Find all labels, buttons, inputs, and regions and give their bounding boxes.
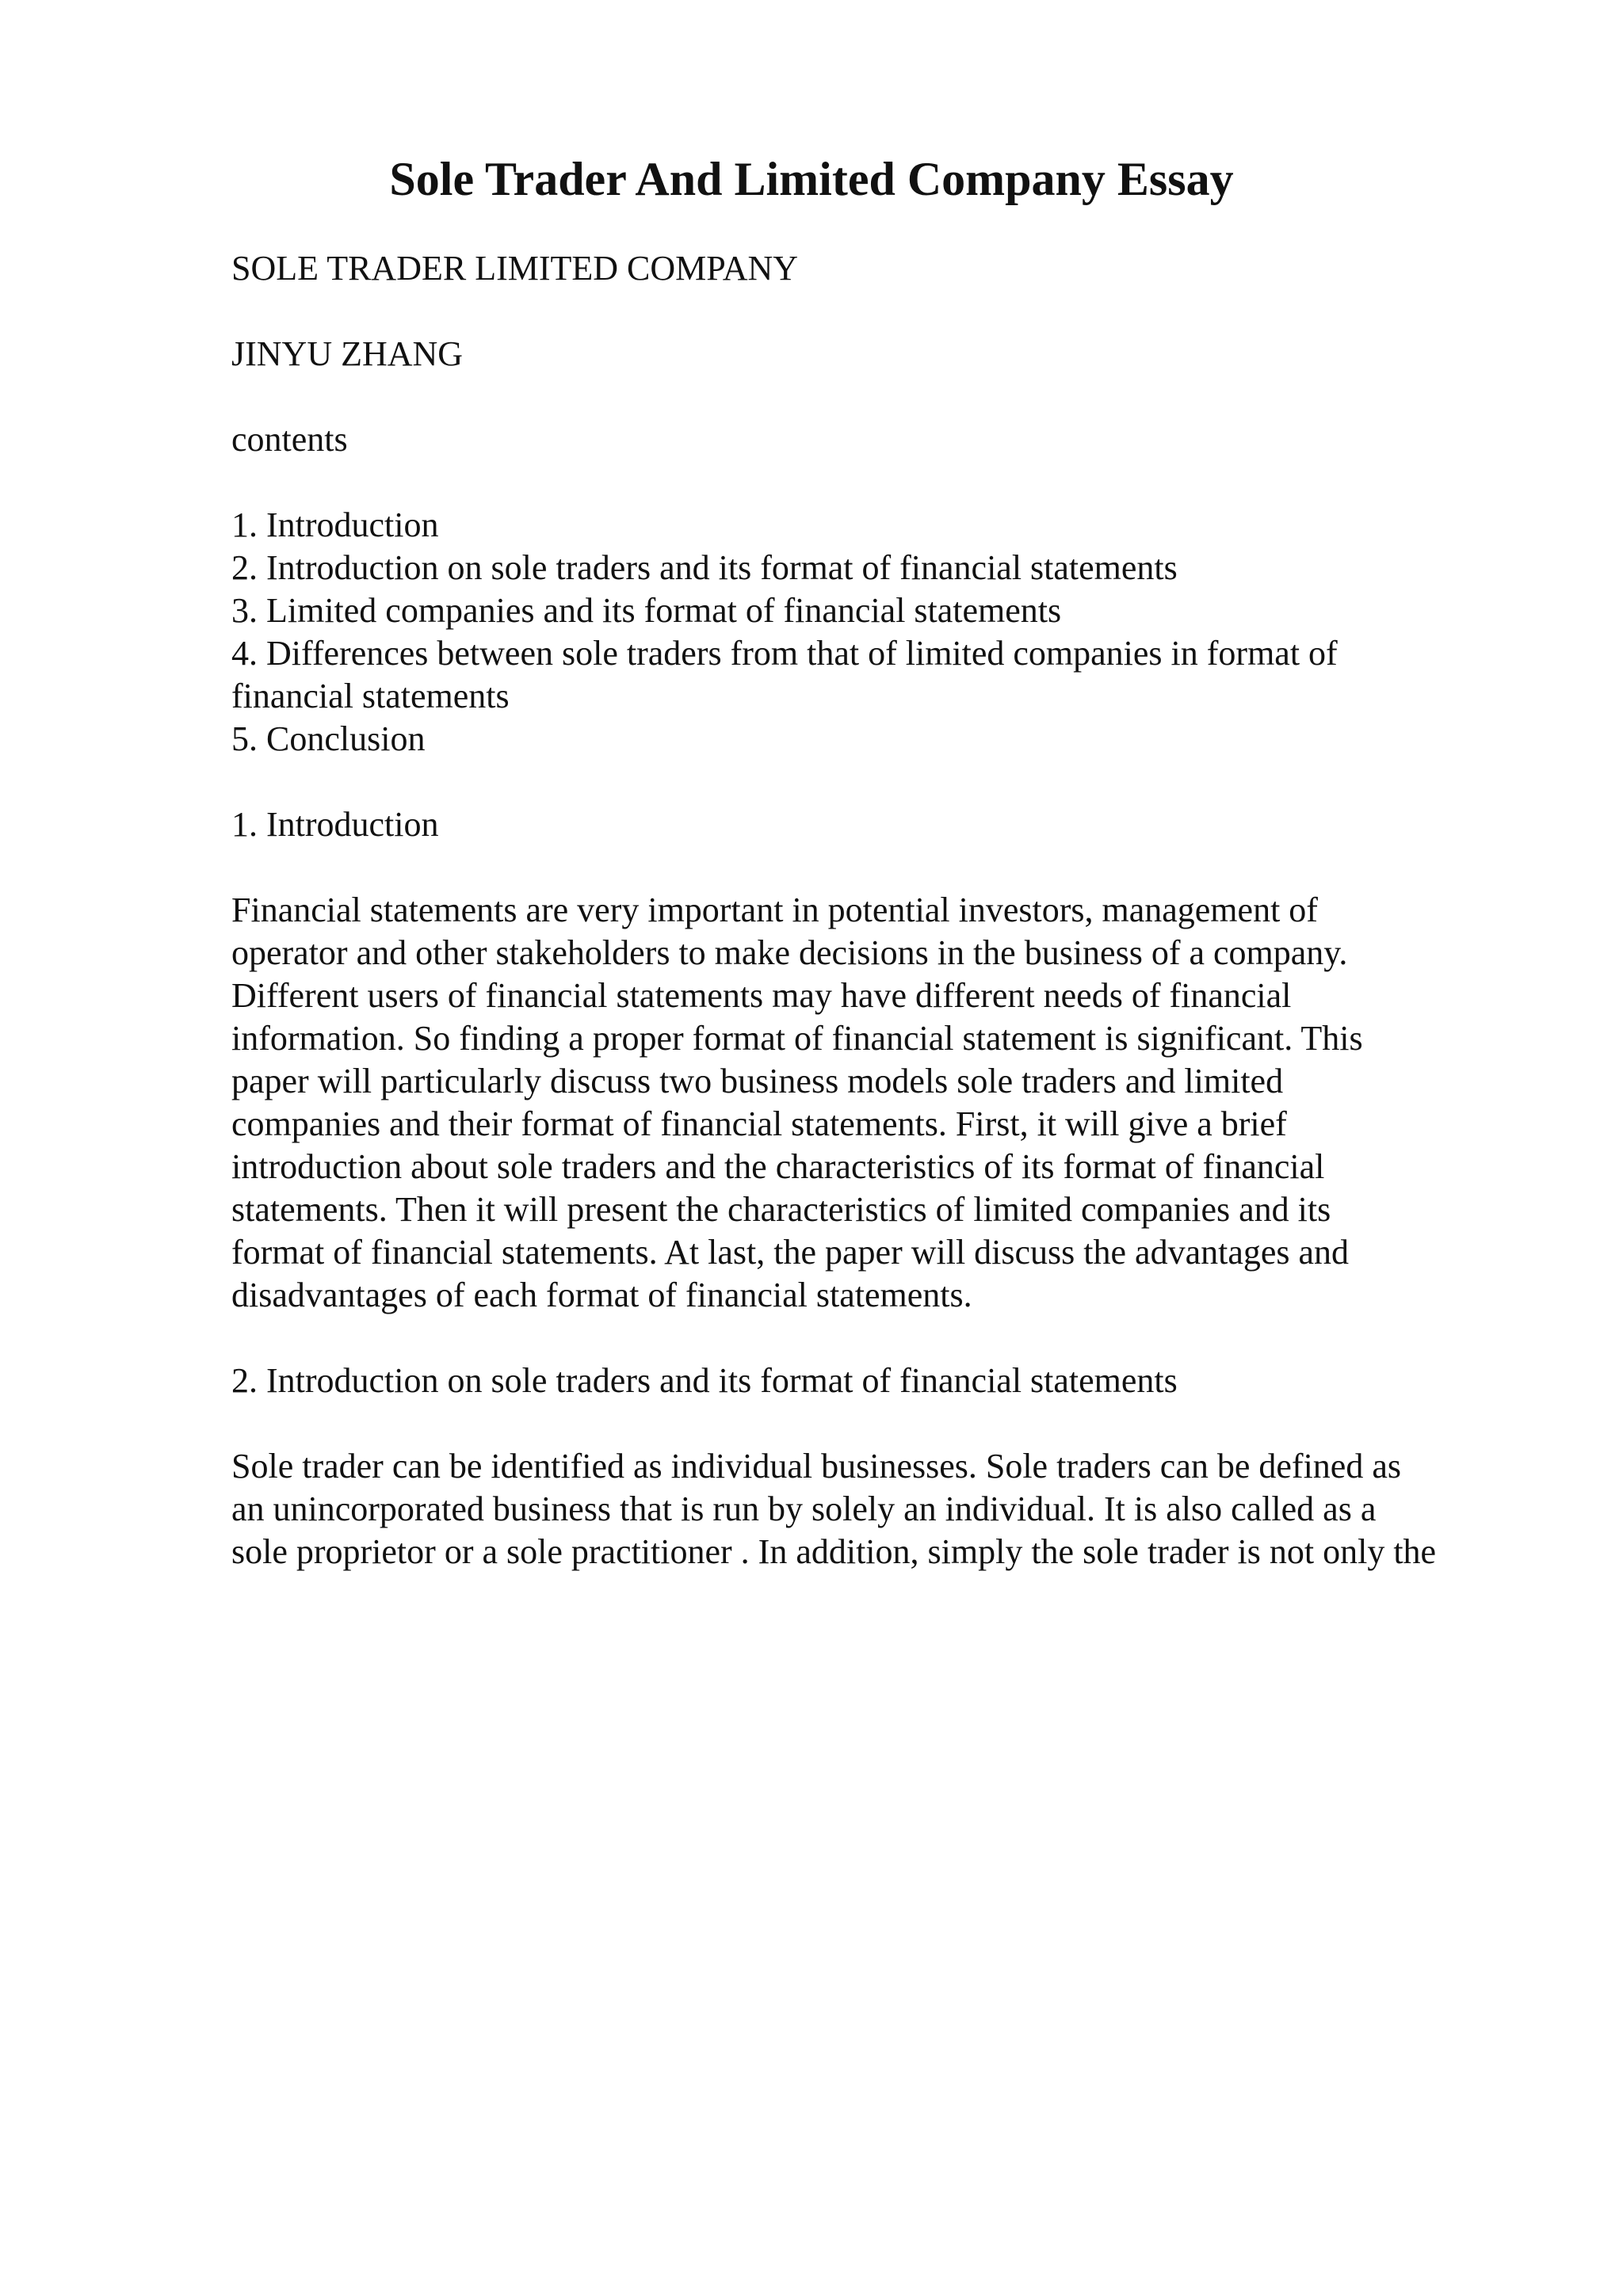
paragraph-line: paper will particularly discuss two business models sole traders and limited xyxy=(231,1062,1284,1100)
toc-item: 3. Limited companies and its format of financial statements xyxy=(231,591,1062,630)
paragraph-line: sole proprietor or a sole practitioner . In addition, simply the sole trader is not only the xyxy=(231,1532,1437,1571)
spacer xyxy=(231,761,1539,803)
paragraph-line: operator and other stakeholders to make decisions in the business of a company. xyxy=(231,933,1348,972)
spacer xyxy=(231,1402,1539,1445)
spacer xyxy=(231,376,1539,418)
paragraph-line: Financial statements are very important in potential investors, management of xyxy=(231,891,1318,929)
paragraph-line: format of financial statements. At last, the paper will discuss the advantages and xyxy=(231,1233,1350,1272)
toc-item: 5. Conclusion xyxy=(231,719,426,758)
sole-traders-paragraph xyxy=(231,1445,1539,1573)
toc-item: 4. Differences between sole traders from that of limited companies in format of xyxy=(231,634,1338,673)
document-subtitle: SOLE TRADER LIMITED COMPANY xyxy=(231,249,799,288)
spacer xyxy=(231,290,1539,333)
paragraph-line: information. So finding a proper format of financial statement is significant. This xyxy=(231,1019,1363,1058)
toc-item: 1. Introduction xyxy=(231,505,439,544)
paragraph-line: an unincorporated business that is run by solely an individual. It is also called as a xyxy=(231,1489,1377,1528)
document-body xyxy=(231,247,1539,1573)
section-heading-introduction: 1. Introduction xyxy=(231,805,439,844)
toc-item-continuation: financial statements xyxy=(231,677,510,715)
table-of-contents xyxy=(231,504,1539,761)
section-heading-sole-traders: 2. Introduction on sole traders and its format of financial statements xyxy=(231,1361,1178,1400)
paragraph-line: Different users of financial statements may have different needs of financial xyxy=(231,976,1292,1015)
paragraph-line: Sole trader can be identified as individual businesses. Sole traders can be defined as xyxy=(231,1447,1401,1486)
document-author: JINYU ZHANG xyxy=(231,334,464,373)
toc-item: 2. Introduction on sole traders and its format of financial statements xyxy=(231,548,1178,587)
paragraph-line: companies and their format of financial statements. First, it will give a brief xyxy=(231,1104,1287,1143)
spacer xyxy=(231,846,1539,889)
paragraph-line: statements. Then it will present the characteristics of limited companies and its xyxy=(231,1190,1331,1229)
document-title: Sole Trader And Limited Company Essay xyxy=(389,153,1234,205)
paragraph-line: introduction about sole traders and the characteristics of its format of financial xyxy=(231,1147,1325,1186)
introduction-paragraph xyxy=(231,889,1539,1317)
spacer xyxy=(231,1317,1539,1360)
paragraph-line: disadvantages of each format of financial statements. xyxy=(231,1276,972,1314)
spacer xyxy=(231,461,1539,504)
contents-label: contents xyxy=(231,420,348,459)
